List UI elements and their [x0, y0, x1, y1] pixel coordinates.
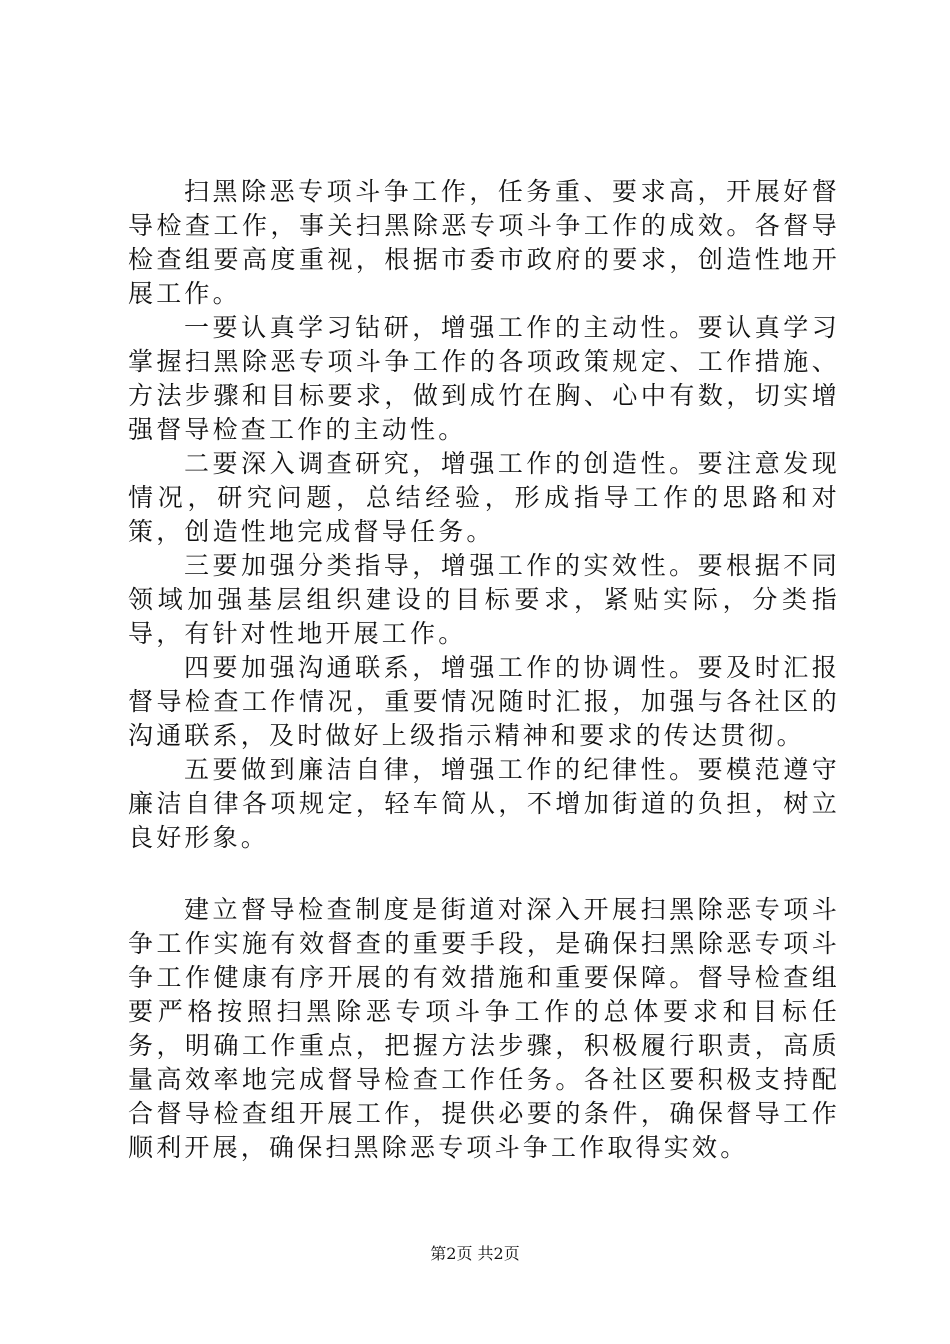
- paragraph-intro: 扫黑除恶专项斗争工作，任务重、要求高，开展好督导检查工作，事关扫黑除恶专项斗争工作的成效。各督导检查组要高度重视，根据市委市政府的要求，创造性地开展工作。: [128, 177, 840, 308]
- paragraph-conclusion: 建立督导检查制度是街道对深入开展扫黑除恶专项斗争工作实施有效督查的重要手段，是确保扫黑除恶专项斗争工作健康有序开展的有效措施和重要保障。督导检查组要严格按照扫黑除恶专项斗争工作的总体要求和目标任务，明确工作重点，把握方法步骤，积极履行职责，高质量高效率地完成督导检查工作任务。各社区要积极支持配合督导检查组开展工作，提供必要的条件，确保督导工作顺利开展，确保扫黑除恶专项斗争工作取得实效。: [128, 895, 840, 1162]
- paragraph-item-1: 一要认真学习钻研，增强工作的主动性。要认真学习掌握扫黑除恶专项斗争工作的各项政策规定、工作措施、方法步骤和目标要求，做到成竹在胸、心中有数，切实增强督导检查工作的主动性。: [128, 313, 840, 444]
- paragraph-item-2: 二要深入调查研究，增强工作的创造性。要注意发现情况，研究问题，总结经验，形成指导工作的思路和对策，创造性地完成督导任务。: [128, 449, 840, 546]
- paragraph-item-3: 三要加强分类指导，增强工作的实效性。要根据不同领域加强基层组织建设的目标要求，紧贴实际，分类指导，有针对性地开展工作。: [128, 551, 840, 648]
- page-footer: 第2页 共2页: [430, 1244, 520, 1263]
- paragraph-item-4: 四要加强沟通联系，增强工作的协调性。要及时汇报督导检查工作情况，重要情况随时汇报，加强与各社区的沟通联系，及时做好上级指示精神和要求的传达贯彻。: [128, 653, 840, 750]
- document-body: [128, 175, 840, 1165]
- paragraph-item-5: 五要做到廉洁自律，增强工作的纪律性。要模范遵守廉洁自律各项规定，轻车简从，不增加街道的负担，树立良好形象。: [128, 755, 840, 852]
- paragraph-spacer: [128, 855, 840, 893]
